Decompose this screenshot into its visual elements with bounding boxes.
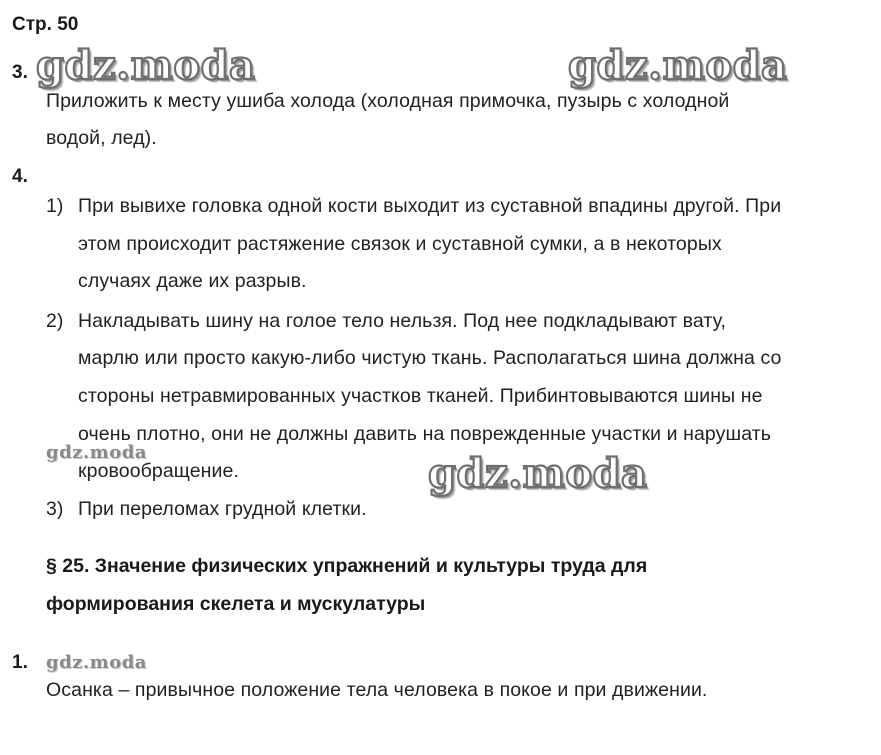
q1-line-1: Осанка – привычное положение тела человека в покое и при движении. xyxy=(46,679,708,701)
q4-item-2-line-3: стороны нетравмированных участков тканей. Прибинтовываются шины не xyxy=(78,385,763,407)
q4-item-1-line-1: При вывихе головка одной кости выходит из суставной впадины другой. При xyxy=(78,195,782,217)
watermark-logo: gdz.moda xyxy=(428,450,648,497)
question-number-1: 1. xyxy=(12,652,28,673)
section-heading-line-2: формирования скелета и мускулатуры xyxy=(46,593,426,615)
q4-item-2-line-1: Накладывать шину на голое тело нельзя. Под нее подкладывают вату, xyxy=(78,310,727,332)
watermark-logo-small: gdz.moda xyxy=(46,442,147,463)
question-number-3: 3. xyxy=(12,62,28,83)
q3-line-1: Приложить к месту ушиба холода (холодная примочка, пузырь с холодной xyxy=(46,90,730,112)
q4-item-3-marker: 3) xyxy=(46,498,64,520)
q3-line-2: водой, лед). xyxy=(46,127,157,149)
q4-item-2-line-2: марлю или просто какую-либо чистую ткань. Располагаться шина должна со xyxy=(78,347,782,369)
page-header: Стр. 50 xyxy=(12,14,79,35)
q4-item-3-line-1: При переломах грудной клетки. xyxy=(78,498,367,520)
q4-item-2-line-5: кровообращение. xyxy=(78,460,240,482)
q4-item-2-marker: 2) xyxy=(46,310,64,332)
q4-item-1-line-2: этом происходит растяжение связок и суставной сумки, а в некоторых xyxy=(78,233,722,255)
watermark-logo: gdz.moda xyxy=(568,42,788,89)
q4-item-1-line-3: случаях даже их разрыв. xyxy=(78,270,307,292)
q4-item-1-marker: 1) xyxy=(46,195,64,217)
question-number-4: 4. xyxy=(12,166,28,187)
watermark-logo-small: gdz.moda xyxy=(46,652,147,673)
watermark-logo: gdz.moda xyxy=(36,42,256,89)
section-heading-line-1: § 25. Значение физических упражнений и культуры труда для xyxy=(46,555,648,577)
q4-item-2-line-4: очень плотно, они не должны давить на поврежденные участки и нарушать xyxy=(78,423,772,445)
